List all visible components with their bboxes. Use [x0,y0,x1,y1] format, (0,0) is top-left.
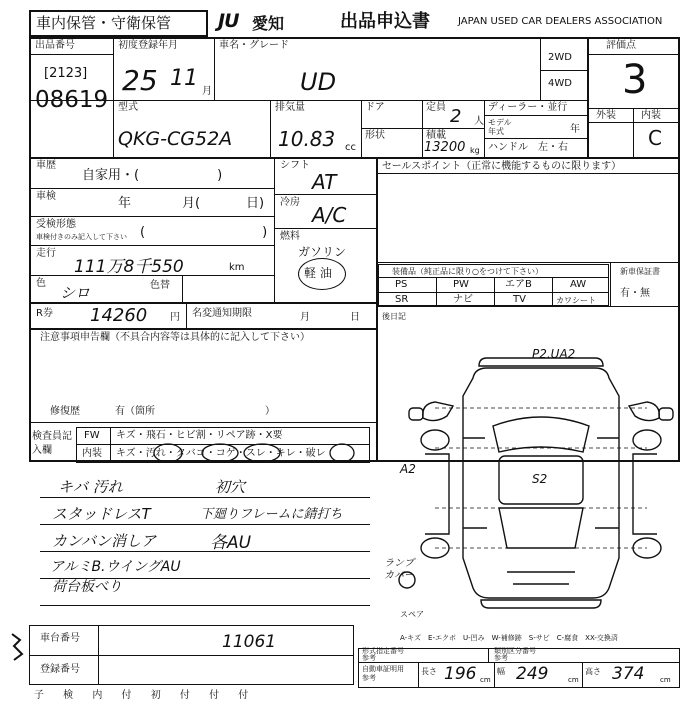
repair-history-value: 有（箇所 ） [115,406,275,417]
logo-place: 愛知 [252,14,285,33]
notes-label: 注意事項申告欄（不具合内容等は具体的に記入して下さい） [40,332,310,343]
load-unit: kg [470,146,480,155]
shift-value: AT [312,170,337,194]
equip-sr: SR [395,294,409,305]
capacity-value: 2 [450,106,462,127]
new-car-warranty-label: 新車保証書 [620,267,660,276]
dealer-label: ディーラー・並行 [488,102,568,113]
note-3: スタッドレスT [52,505,151,523]
logo-mark: JU [218,10,239,32]
load-value: 13200 [424,140,466,155]
diagram-top-note: P2.UA2 [532,347,576,361]
repair-history-label: 修復歴 [50,406,80,417]
acceptance-brackets: ( ) [140,225,268,240]
equip-airbag: エアB [505,279,532,290]
displacement-value: 10.83 [278,127,336,151]
acceptance-label: 受検形態 [36,219,76,230]
chassis-label: 車台番号 [40,633,80,644]
model-year-unit: 年 [570,124,580,135]
grade-score: 3 [622,57,648,103]
interior-value: C [648,126,662,150]
fuel-selected-circle [298,258,346,290]
inspection-label: 車検 [36,191,56,202]
color-label: 色 [36,278,46,289]
capacity-unit: 人 [474,116,484,127]
exterior-label: 外装 [596,110,616,121]
drive-4wd: 4WD [548,78,572,89]
mileage-label: 走行 [36,248,56,259]
handle-label: ハンドル 左・右 [488,142,568,153]
model-value: QKG-CG52A [118,128,233,150]
form-title: 出品申込書 [340,11,430,32]
inspection-year: 年 [118,196,132,211]
diagram-left-note: ランプ カバー [384,558,414,581]
inspection-day: 日) [246,196,265,211]
damage-legend: A-キズ E-エクボ U-凹み W-補修跡 S-サビ C-腐食 XX-交換済 [400,634,618,642]
registration-value: 25 [122,64,158,97]
inspection-month: 月( [182,196,201,211]
r-ticket-label: R券 [36,308,53,319]
chassis-value: 11061 [222,632,277,652]
length-label: 長さ [421,667,437,676]
diagram-spare-label: スペア [400,610,424,619]
displacement-label: 排気量 [275,102,305,113]
checker-fw-label: FW [84,430,100,441]
checker-interior-circles [110,440,370,466]
cut-row: 子 検 内 付 初 付 付 付 [34,690,257,701]
logo [218,10,328,36]
equip-aw: AW [570,279,587,290]
cert-label: 自動車証明用 参考 [362,665,404,682]
association-name: JAPAN USED CAR DEALERS ASSOCIATION [458,16,663,27]
lot-bracket-number: [2123] [44,66,88,81]
equip-pw: PW [453,279,469,290]
history-value: 自家用・( ) [82,168,223,183]
note-5: カンバン消しア [52,532,156,550]
r-ticket-value: 14260 [90,305,148,326]
note-6: 各AU [210,533,252,553]
note-2: 初穴 [215,478,246,496]
r-ticket-unit: 円 [170,312,180,323]
length-unit: cm [480,676,491,684]
name-change-month: 月 [300,312,310,323]
binding-hole-mark [8,632,26,662]
post-input-label: 後日記 [382,312,406,321]
door-label: ドア [365,102,385,113]
car-name-value: UD [300,68,337,96]
cooling-value: A/C [312,203,347,227]
length-value: 196 [444,664,477,684]
checker-label: 検査員記入欄 [32,431,72,456]
color-value: シロ [60,284,91,302]
fuel-label: 燃料 [280,231,300,242]
interior-label: 内装 [641,110,661,121]
height-value: 374 [612,664,645,684]
note-1: キバ 汚れ [58,478,123,496]
note-7: アルミB.ウイングAU [50,559,181,575]
checker-interior-legend: キズ・汚れ・タバコ・コゲ・スレ・キレ・破レ [116,448,326,459]
sales-point-label: セールスポイント（正常に機能するものに限ります） [382,161,622,172]
width-label: 幅 [497,667,505,676]
model-label: 型式 [118,102,138,113]
displacement-unit: cc [345,142,356,153]
note-8: 荷台板べり [52,579,122,595]
equip-ps: PS [395,279,408,290]
checker-fw-legend: キズ・飛石・ヒビ割・リペア跡・X要 [116,430,283,441]
name-change-day: 日 [350,312,360,323]
width-unit: cm [568,676,579,684]
note-4: 下廻りフレームに錆打ち [200,507,343,522]
name-change-label: 名変通知期限 [192,308,252,319]
new-car-warranty-value: 有・無 [620,288,650,299]
equip-leather: カワシート [556,296,596,305]
registration-month-unit: 月 [202,86,212,97]
equip-navi: ナビ [453,294,473,305]
reg-number-label: 登録番号 [40,664,80,675]
history-label: 車歴 [36,160,56,171]
color-change-label: 色替 [150,280,170,291]
category-label: 類別区分番号 参考 [494,647,536,662]
grade-label: 評価点 [606,40,636,51]
diagram-side-note: A2 [400,462,416,476]
car-name-label: 車名・グレード [219,40,289,51]
diagram-center-note: S2 [532,472,548,486]
fuel-option-gasoline: ガソリン [298,245,347,259]
lot-number-label: 出品番号 [35,40,75,51]
height-unit: cm [660,676,671,684]
checker-interior-label: 内装 [82,448,102,459]
capacity-label: 定員 [426,102,446,113]
designated-label: 形式指定番号 参考 [362,647,404,662]
equipment-label: 装備品（純正品に限り○をつけて下さい） [392,267,543,276]
storage-label: 車内保管・守衛保管 [36,14,172,32]
cooling-label: 冷房 [280,197,300,208]
width-value: 249 [516,664,549,684]
drive-2wd: 2WD [548,52,572,63]
registration-month: 11 [170,66,198,91]
height-label: 高さ [585,667,601,676]
mileage-value: 111万8千550 [74,257,184,277]
shape-label: 形状 [365,130,385,141]
equip-tv: TV [513,294,526,305]
registration-label: 初度登録年月 [118,40,178,51]
lot-number: 08619 [35,87,109,113]
load-label: 積載 [426,130,446,141]
acceptance-note: 車検付きのみ記入して下さい [36,233,127,241]
shift-label: シフト [280,160,310,171]
mileage-unit: km [229,262,245,273]
model-year-label: モデル 年式 [488,118,512,136]
fuel-option-diesel: 軽 油 [304,266,332,280]
